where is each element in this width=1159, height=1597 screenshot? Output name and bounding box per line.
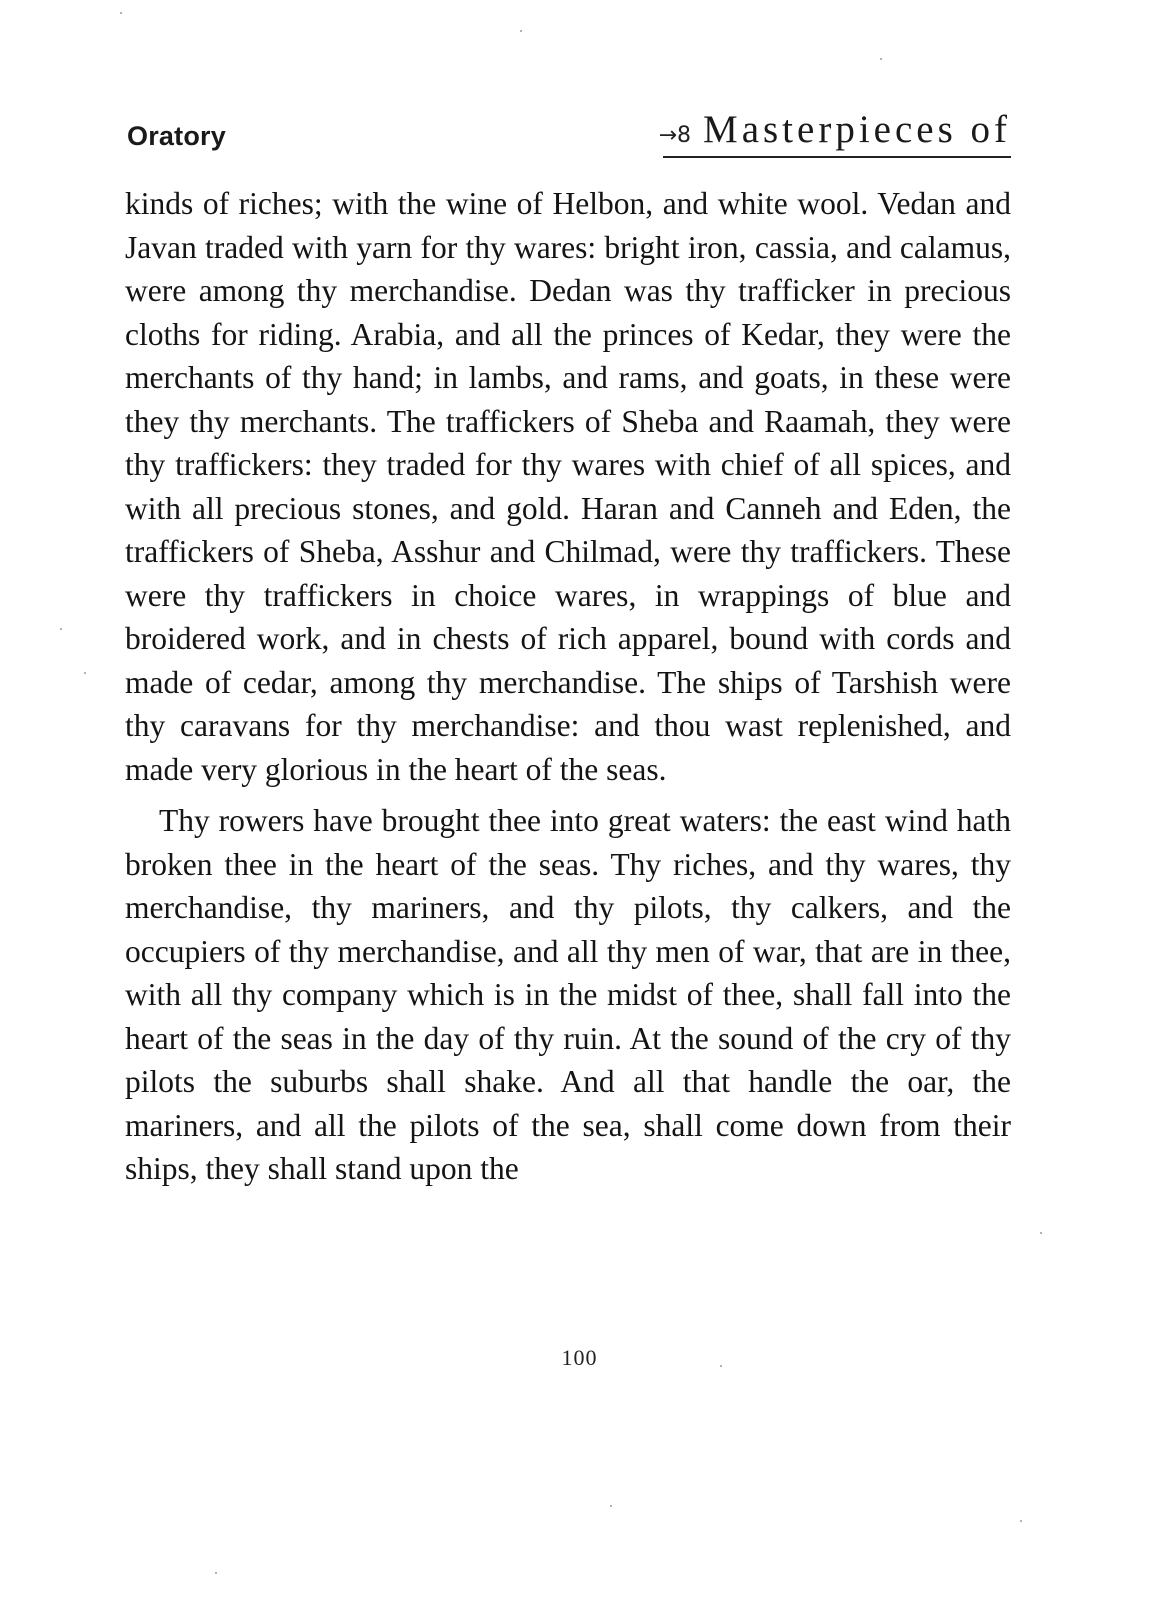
header-rule xyxy=(663,156,1011,158)
scan-speck xyxy=(215,1572,217,1574)
page-number: 100 xyxy=(561,1345,598,1370)
scan-speck xyxy=(1040,1232,1042,1234)
scan-speck xyxy=(1020,1520,1022,1522)
header-title-group xyxy=(659,107,1011,152)
arrow-ornament-icon: →8 xyxy=(658,123,692,148)
running-header xyxy=(127,102,1011,158)
header-section-label: Oratory xyxy=(127,121,226,151)
paragraph: kinds of riches; with the wine of Helbon, and white wool. Vedan and Javan traded with yarn for thy wares: bright iron, cassia, and calamus, were among thy merchandise. Dedan was thy trafficker in precious cloths for riding. Arabia, and all the princes of Kedar, they were the merchants of thy hand; in lambs, and rams, and goats, in these were they thy merchants. The traffickers of Sheba and Raamah, they were thy traffickers: they traded for thy wares with chief of all spices, and with all precious stones, and gold. Haran and Canneh and Eden, the traffickers of Sheba, Asshur and Chilmad, were thy traffickers. These were thy traffickers in choice wares, in wrappings of blue and broidered work, and in chests of rich apparel, bound with cords and made of cedar, among thy merchandise. The ships of Tarshish were thy caravans for thy merchandise: and thou wast replenished, and made very glorious in the heart of the seas. xyxy=(125,186,1011,787)
scan-speck xyxy=(720,1365,722,1367)
page-body xyxy=(125,182,1011,1191)
scan-speck xyxy=(880,58,882,60)
paragraph: Thy rowers have brought thee into great waters: the east wind hath broken thee in the heart of the seas. Thy riches, and thy wares, thy merchandise, thy mariners, and thy pilots, thy calkers, and the occupiers of thy merchandise, and all thy men of war, that are in thee, with all thy company which is in the midst of thee, shall fall into the heart of the seas in the day of thy ruin. At the sound of the cry of thy pilots the suburbs shall shake. And all that handle the oar, the mariners, and all the pilots of the sea, shall come down from their ships, they shall stand upon the xyxy=(125,803,1011,1186)
scan-speck xyxy=(84,672,86,674)
scan-speck xyxy=(60,628,62,630)
scan-speck xyxy=(610,1505,612,1507)
scan-speck xyxy=(120,12,122,14)
scan-speck xyxy=(520,30,522,32)
header-book-title: Masterpieces of xyxy=(703,108,1011,151)
